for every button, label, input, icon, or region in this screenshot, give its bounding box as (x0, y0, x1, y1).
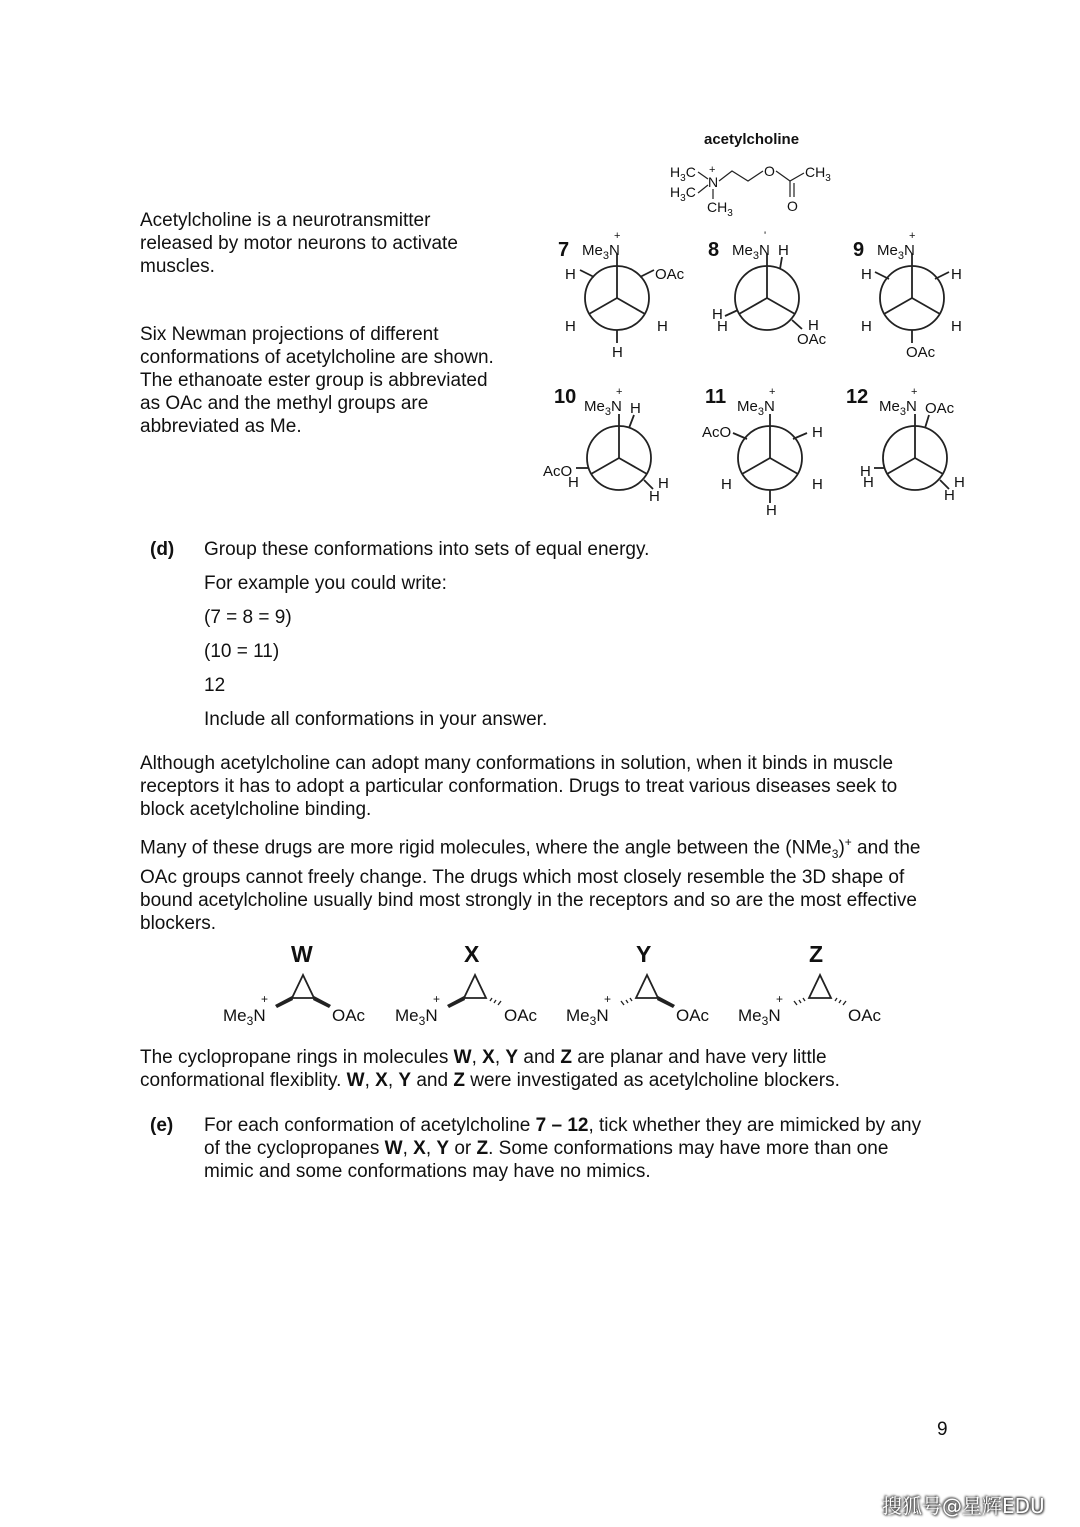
newman-11-number: 11 (705, 386, 727, 408)
watermark: 搜狐号@星辉EDU (882, 1494, 1045, 1518)
svg-text:H: H (808, 317, 819, 334)
svg-text:H: H (766, 502, 777, 519)
question-e-label: (e) (150, 1115, 174, 1136)
acetylcholine-structure (660, 125, 860, 220)
svg-text:AcO: AcO (543, 463, 573, 480)
newman-7-front: $Me_3N$ (582, 242, 620, 262)
newman-12-number: 12 (846, 386, 869, 408)
svg-text:Me3N: $Me_3N$ (566, 1006, 609, 1028)
svg-text:+: + (911, 386, 918, 398)
svg-text:+: + (614, 230, 621, 242)
svg-text:H: H (568, 474, 579, 491)
question-d-label: (d) (150, 539, 175, 560)
svg-text:H: H (778, 242, 789, 259)
svg-text:+: + (261, 992, 269, 1006)
svg-text:H: H (612, 344, 623, 361)
paragraph-cyclopropanes: The cyclopropane rings in molecules W, X, Y and Z are planar and have very little conformational flexiblity. W, X, Y and Z were investigated as acetylcholine blockers. (140, 1047, 840, 1091)
svg-text:+: + (909, 230, 916, 242)
newman-9-front: $Me_3N$ (877, 242, 915, 262)
svg-text:O: O (764, 163, 775, 179)
svg-text:+: + (769, 386, 776, 398)
svg-text:H: H (863, 474, 874, 491)
svg-text:H: H (812, 476, 823, 493)
svg-text:+: + (709, 164, 716, 176)
question-d-body: Group these conformations into sets of equal energy. For example you could write: (7 = 8 = 9) (10 = 11) 12 Include all conformations in your answer. (204, 539, 650, 730)
svg-text:CH3: $CH_3$ (707, 199, 733, 219)
svg-text:H: H (657, 318, 668, 335)
svg-text:OAc: OAc (676, 1006, 710, 1025)
svg-text:N: N (708, 174, 719, 190)
svg-text:H: H (712, 306, 723, 323)
cyclopropane-structures (215, 935, 905, 1030)
cyclopropane-W (223, 941, 366, 1028)
svg-text:+: + (433, 992, 441, 1006)
newman-8-front: $Me_3N$ (732, 242, 770, 262)
svg-text:+: + (776, 992, 784, 1006)
svg-text:OAc: OAc (906, 344, 936, 361)
newman-projections (540, 225, 980, 525)
svg-text:OAc: OAc (797, 331, 827, 348)
svg-text:Me3N: $Me_3N$ (223, 1006, 266, 1028)
newman-11-front: $Me_3N$ (737, 398, 775, 418)
page-number: 9 (937, 1419, 948, 1440)
svg-text:OAc: OAc (655, 266, 685, 283)
cyclopropane-X (395, 941, 538, 1028)
intro-paragraph-2: Six Newman projections of different conformations of acetylcholine are shown. The ethanoate ester group is abbreviated as OAc and the methyl groups are abbreviated as Me. (140, 324, 494, 437)
svg-text:Y: Y (636, 941, 652, 967)
structure-title: acetylcholine (704, 131, 800, 148)
cyclopropane-Z (738, 941, 882, 1028)
svg-text:H: H (944, 487, 955, 504)
svg-text:H3C: $H_3C$ (670, 184, 696, 204)
newman-10-front: $Me_3N$ (584, 398, 622, 418)
svg-text:AcO: AcO (702, 424, 732, 441)
svg-text:H: H (861, 318, 872, 335)
newman-7-number: 7 (558, 239, 570, 261)
svg-text:OAc: OAc (504, 1006, 538, 1025)
intro-paragraph-1: Acetylcholine is a neurotransmitter released by motor neurons to activate muscles. (140, 210, 458, 277)
newman-8-number: 8 (708, 239, 720, 261)
svg-text:H: H (812, 424, 823, 441)
svg-text:H: H (951, 266, 962, 283)
cyclopropane-Y (566, 941, 710, 1028)
svg-text:CH3: $CH_3$ (805, 164, 831, 184)
newman-9-number: 9 (853, 239, 865, 261)
svg-text:Me3N: $Me_3N$ (395, 1006, 438, 1028)
svg-text:+: + (616, 386, 623, 398)
svg-text:H: H (658, 475, 669, 492)
svg-text:OAc: OAc (925, 400, 955, 417)
svg-text:': ' (764, 230, 767, 242)
svg-text:Me3N: $Me_3N$ (738, 1006, 781, 1028)
svg-text:OAc: OAc (848, 1006, 882, 1025)
svg-text:H: H (630, 400, 641, 417)
svg-text:H: H (649, 488, 660, 505)
newman-12-front: $Me_3N$ (879, 398, 917, 418)
svg-text:W: W (291, 941, 313, 967)
svg-text:H: H (565, 266, 576, 283)
svg-text:OAc: OAc (332, 1006, 366, 1025)
newman-10-number: 10 (554, 386, 577, 408)
svg-text:H: H (565, 318, 576, 335)
paragraph-rigid-drugs: Many of these drugs are more rigid molecules, where the angle between the (NMe$_3$)+ and the OAc groups cannot freely change. The drugs which most closely resemble the 3D shape of bound acetylcholine usually bind most strongly in the receptors and so are the most effective blockers. (140, 835, 921, 935)
question-e-body: For each conformation of acetylcholine 7 – 12, tick whether they are mimicked by any of the cyclopropanes W, X, Y or Z. Some conformations may have more than one mimic and some conformations may have no mimics. (204, 1115, 922, 1182)
svg-text:X: X (464, 941, 480, 967)
svg-text:H: H (861, 266, 872, 283)
svg-text:Z: Z (809, 941, 824, 967)
svg-text:H: H (951, 318, 962, 335)
svg-text:H3C: $H_3C$ (670, 164, 696, 184)
svg-text:O: O (787, 198, 798, 214)
svg-text:H: H (721, 476, 732, 493)
svg-text:H: H (717, 318, 728, 335)
svg-text:H: H (860, 463, 871, 480)
svg-text:+: + (604, 992, 612, 1006)
svg-text:H: H (954, 474, 965, 491)
paragraph-binding: Although acetylcholine can adopt many conformations in solution, when it binds in muscle receptors it has to adopt a particular conformation. Drugs to treat various diseases seek to block acetylcholine binding. (140, 753, 898, 820)
